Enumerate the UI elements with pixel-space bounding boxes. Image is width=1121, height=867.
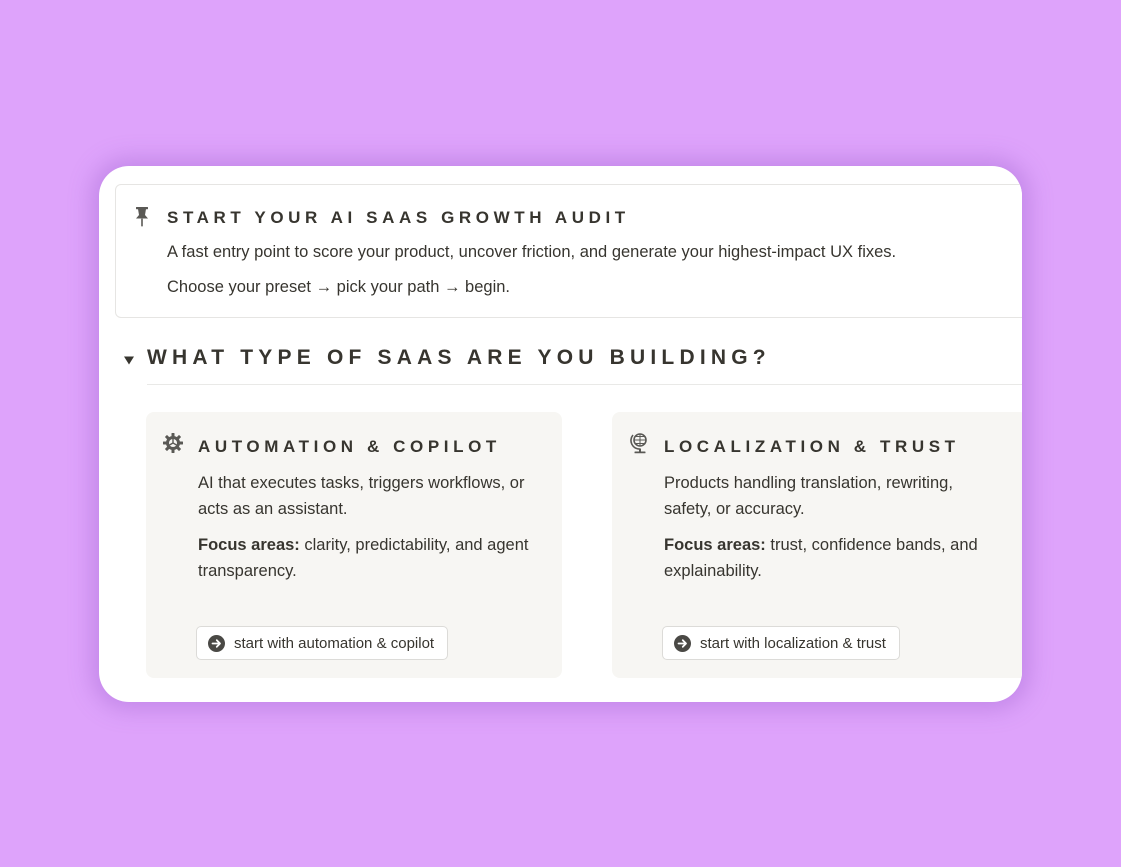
arrow-circle-right-icon bbox=[208, 635, 225, 652]
start-localization-button[interactable] bbox=[662, 626, 900, 660]
focus-label: Focus areas: bbox=[198, 536, 300, 554]
option-card-automation bbox=[146, 412, 562, 678]
arrow-circle-right-icon bbox=[674, 635, 691, 652]
option-card-localization bbox=[612, 412, 1022, 678]
start-automation-button[interactable] bbox=[196, 626, 448, 660]
callout-description: A fast entry point to score your product, uncover friction, and generate your highest-impact UX fixes. bbox=[167, 243, 897, 261]
section-heading[interactable]: WHAT TYPE OF SAAS ARE YOU BUILDING? bbox=[147, 346, 771, 369]
divider bbox=[147, 384, 1022, 385]
option-focus-areas bbox=[664, 532, 1004, 584]
audit-callout bbox=[115, 184, 1022, 318]
notion-page-card bbox=[99, 166, 1022, 702]
pushpin-icon bbox=[133, 206, 151, 228]
focus-text: trust, confidence bands, and explainability. bbox=[664, 536, 978, 580]
option-title: AUTOMATION & COPILOT bbox=[198, 437, 501, 456]
focus-label: Focus areas: bbox=[664, 536, 766, 554]
button-label: start with automation & copilot bbox=[234, 634, 435, 652]
callout-title: START YOUR AI SAAS GROWTH AUDIT bbox=[167, 208, 630, 227]
option-title: LOCALIZATION & TRUST bbox=[664, 437, 960, 456]
option-description: AI that executes tasks, triggers workflows, or acts as an assistant. bbox=[198, 474, 525, 518]
gear-icon bbox=[162, 432, 184, 454]
option-focus-areas bbox=[198, 532, 538, 584]
focus-text: clarity, predictability, and agent transparency. bbox=[198, 536, 529, 580]
globe-icon bbox=[628, 432, 650, 454]
callout-steps: Choose your preset → pick your path → begin. bbox=[167, 278, 511, 296]
triangle-down-icon[interactable] bbox=[123, 353, 135, 365]
option-description: Products handling translation, rewriting, safety, or accuracy. bbox=[664, 474, 953, 518]
button-label: start with localization & trust bbox=[700, 634, 886, 652]
